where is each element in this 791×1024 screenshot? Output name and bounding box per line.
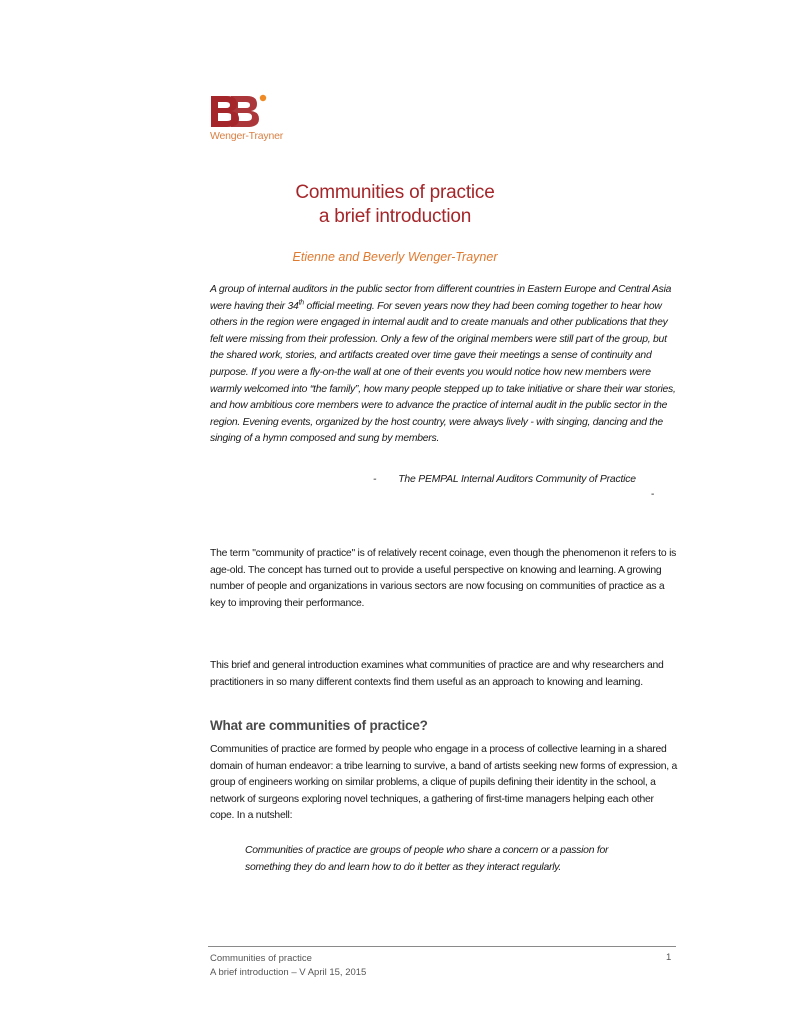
logo-wordmark: Wenger-Trayner: [210, 130, 284, 142]
intro-paragraph: The term "community of practice" is of relatively recent coinage, even though the phenomenon it refers to is age-old. The concept has turned out to provide a useful perspective on knowing and learning. A growing number of people and organizations in various sectors are now focusing on communities of practice as a key to improving their performance.: [210, 548, 677, 609]
attribution-text: The PEMPAL Internal Auditors Community of Practice: [398, 474, 636, 485]
purpose-paragraph: This brief and general introduction examines what communities of practice are and why researchers and practitioners in so many different contexts find them useful as an approach to knowing and learning.: [210, 660, 664, 688]
quote-superscript: th: [298, 299, 304, 307]
document-title: [210, 181, 580, 229]
quote-attribution: [373, 474, 636, 485]
title-line-1: Communities of practice: [295, 182, 495, 203]
footer-line-1: Communities of practice: [210, 953, 312, 964]
page-number: 1: [666, 952, 672, 963]
section-paragraph: Communities of practice are formed by people who engage in a process of collective learning in a shared domain of human endeavor: a tribe learning to survive, a band of artists seeking new forms of expression, a group of engineers working on similar problems, a clique of pupils defining their identity in the school, a network of surgeons exploring novel techniques, a gathering of first-time managers helping each other cope. In a nutshell:: [210, 744, 678, 822]
authors: Etienne and Beverly Wenger-Trayner: [292, 250, 498, 264]
section-heading: What are communities of practice?: [210, 718, 428, 733]
footer-divider: [208, 946, 676, 947]
page-footer: [210, 952, 366, 980]
quote-text-start: A group of internal auditors in the public sector from different countries in Eastern Europe and Central Asia were having their 34: [210, 284, 672, 312]
attribution-dash: -: [373, 474, 377, 485]
definition-quote: Communities of practice are groups of people who share a concern or a passion for something they do and learn how to do it better as they interact regularly.: [245, 845, 609, 873]
trailing-dash: -: [651, 489, 655, 500]
footer-line-2: A brief introduction – V April 15, 2015: [210, 967, 367, 978]
wenger-trayner-logo: [209, 93, 269, 129]
quote-text-end: official meeting. For seven years now they had been coming together to hear how others in the region were engaged in internal audit and to create manuals and other publications that they felt were missing from their profession. Only a few of the original members were still part of the group, but the shared work, stories, and artifacts created over time gave their meetings a sense of continuity and purpose. If you were a fly-on-the wall at one of their events you would notice how new members were warmly welcomed into “the family”, how many people stepped up to take initiative or share their war stories, and how ambitious core members were to advance the practice of internal audit in the public sector in the region. Evening events, organized by the host country, were always lively - with singing, dancing and the singing of a hymn composed and sung by members.: [210, 300, 676, 445]
opening-quote: [210, 282, 678, 448]
title-line-2: a brief introduction: [318, 206, 472, 227]
